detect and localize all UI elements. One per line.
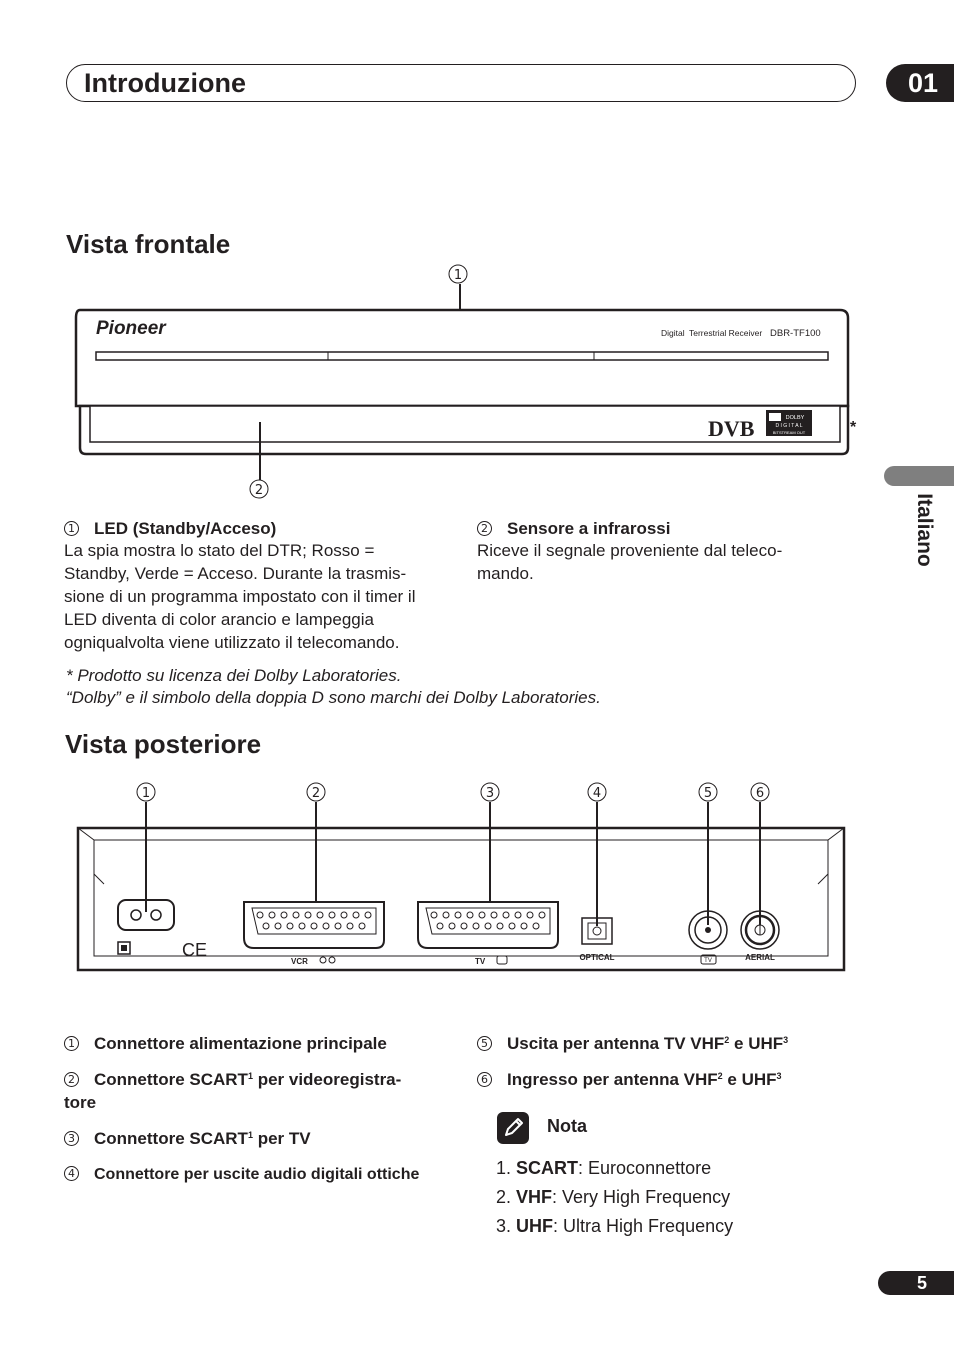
ir-sensor-description: Riceve il segnale proveniente dal teleco-mando. [477, 541, 783, 583]
note-list [496, 1154, 733, 1241]
rear-item-2 [64, 1068, 444, 1114]
tv-rf-label: TV [704, 958, 712, 964]
note-entry: 1. SCART: Euroconnettore [496, 1158, 712, 1178]
rear-callout-5: 5 [703, 786, 713, 801]
model-text-receiver: Terrestrial Receiver [689, 328, 763, 338]
page-title: Introduzione [84, 68, 246, 98]
led-title: LED (Standby/Acceso) [94, 519, 277, 538]
item-number: 1 [64, 521, 79, 536]
page-number: 5 [878, 1271, 954, 1295]
item-text: e UHF [722, 1070, 777, 1089]
footnote-ref: 2 [717, 1071, 723, 1081]
item-number: 2 [64, 1072, 79, 1087]
item-text: per videoregistra- [252, 1070, 402, 1089]
item-number: 2 [477, 521, 492, 536]
item-text: tore [64, 1093, 97, 1112]
item-text: Connettore SCART [94, 1070, 248, 1089]
note-title: Nota [547, 1116, 587, 1136]
rear-item-1 [64, 1032, 387, 1055]
item-text: e UHF [729, 1034, 784, 1053]
note-entry: 2. VHF: Very High Frequency [496, 1187, 731, 1207]
item-number: 5 [477, 1036, 492, 1051]
rear-item-6 [477, 1068, 782, 1091]
tv-scart-label: TV [475, 957, 486, 966]
rear-callout-4: 4 [592, 786, 602, 801]
footnote-ref: 3 [776, 1071, 782, 1081]
language-label: Italiano [913, 493, 936, 567]
model-code: DBR-TF100 [770, 328, 821, 339]
footnote-license: * Prodotto su licenza dei Dolby Laboratories. [66, 666, 402, 685]
dolby-logo-line-2: D I G I T A L [775, 423, 803, 429]
language-tab [884, 466, 954, 486]
aerial-label: AERIAL [745, 953, 775, 962]
led-description: La spia mostra lo stato del DTR; Rosso = Standby, Verde = Acceso. Durante la trasmis-sione di un programma impostato con il timer il LED diventa di color arancio e lampeggia ogniqualvolta viene utilizzato il telecomando. [64, 541, 416, 652]
item-number: 3 [64, 1131, 79, 1146]
item-text: per TV [252, 1129, 311, 1148]
footnote-ref: 2 [724, 1035, 730, 1045]
footnote-trademark: “Dolby” e il simbolo della doppia D sono marchi dei Dolby Laboratories. [66, 688, 601, 707]
front-item-2 [477, 519, 827, 585]
front-item-1 [64, 519, 434, 654]
rear-panel-diagram [60, 778, 860, 978]
ir-sensor-title: Sensore a infrarossi [507, 519, 671, 538]
dolby-logo-line-3: BITSTREAM OUT [772, 430, 806, 435]
item-text: Uscita per antenna TV VHF [507, 1034, 725, 1053]
rear-item-3 [64, 1127, 311, 1150]
dolby-asterisk: * [850, 419, 857, 436]
item-text: Connettore alimentazione principale [94, 1034, 387, 1053]
rear-view-title: Vista posteriore [65, 729, 262, 759]
item-text: Connettore SCART [94, 1129, 248, 1148]
item-text: Connettore per uscite audio digitali ottiche [94, 1166, 420, 1183]
rear-callout-6: 6 [755, 786, 765, 801]
footnote-ref: 3 [783, 1035, 789, 1045]
model-text-digital: Digital [661, 328, 685, 338]
front-view-title: Vista frontale [66, 229, 231, 259]
front-panel-diagram [60, 260, 880, 500]
rear-item-4 [64, 1163, 419, 1186]
dvb-logo: DVB [708, 416, 755, 441]
pioneer-logo: Pioneer [96, 318, 166, 339]
chapter-number: 01 [886, 64, 954, 102]
vcr-label: VCR [291, 957, 308, 966]
ce-mark: CE [182, 940, 208, 960]
rear-item-5 [477, 1032, 788, 1055]
note-entry: 3. UHF: Ultra High Frequency [496, 1216, 734, 1236]
front-callout-1: 1 [453, 268, 463, 283]
front-callout-2: 2 [254, 483, 264, 498]
note-icon [497, 1112, 529, 1144]
optical-label: OPTICAL [579, 953, 615, 962]
item-number: 1 [64, 1036, 79, 1051]
rear-callout-3: 3 [485, 786, 495, 801]
item-text: Ingresso per antenna VHF [507, 1070, 718, 1089]
item-number: 4 [64, 1166, 79, 1181]
footnote-ref: 1 [247, 1130, 253, 1140]
rear-callout-1: 1 [141, 786, 151, 801]
footnote-ref: 1 [247, 1071, 253, 1081]
item-number: 6 [477, 1072, 492, 1087]
rear-callout-2: 2 [311, 786, 321, 801]
dolby-logo-line-1: DOLBY [785, 415, 805, 421]
